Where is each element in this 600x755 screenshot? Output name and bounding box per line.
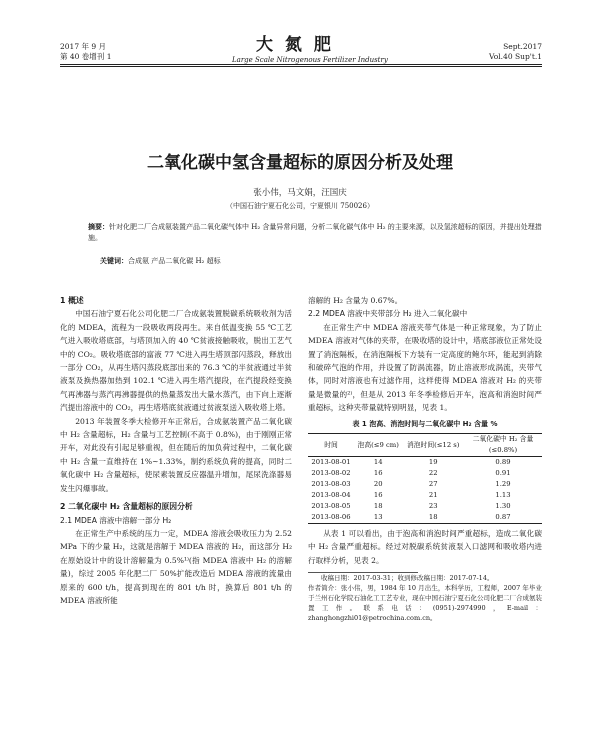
section-2-1-heading: 2.1 MDEA 溶液中溶解一部分 H₂: [60, 515, 172, 525]
journal-volume-en: Vol.40 Sup't.1: [489, 52, 542, 61]
table-cell: 0.91: [495, 469, 511, 478]
table-cell: 18: [428, 513, 438, 522]
table-row: [308, 479, 542, 490]
table-row: [308, 468, 542, 479]
table-1: [308, 433, 542, 524]
table-cell: 20: [373, 480, 383, 489]
table-row: [308, 512, 542, 524]
table-row: [308, 457, 542, 469]
table-cell: 23: [428, 502, 438, 511]
table-cell: 1.29: [495, 480, 511, 489]
header-rule: [60, 64, 542, 65]
table-cell: 27: [428, 480, 438, 489]
abstract: [88, 222, 542, 244]
table-cell: 2013-08-03: [311, 480, 351, 489]
table-1-title: 表 1 泡高、消泡时间与二氧化碳中 H₂ 含量 %: [352, 419, 498, 428]
table-cell: 2013-08-05: [311, 502, 351, 511]
section-2-2-heading: 2.2 MDEA 溶液中夹带部分 H₂ 进入二氧化碳中: [308, 309, 468, 319]
keywords-text: 合成氨 产品二氧化碳 H₂ 超标: [128, 257, 221, 265]
table-cell: 2013-08-01: [311, 458, 351, 467]
footnote: 收稿日期：2017-03-31；收到修改稿日期：2017-07-14。 作者简介：张小伟，男，1984 年 10 月出生，本科学历，工程师，2007 年毕业于兰州石化学院石油化工工艺专业，现在中国石油宁夏石化公司化肥二厂合成氨装置工作。联系电话：(0951)-2974990，E-mail：zhanghongzhi01@petrochina.com.cn。: [308, 574, 542, 623]
table-cell: 0.87: [495, 513, 511, 522]
section-1-paragraph-2: 2013 年装置冬季大检修开车正常后，合成氨装置产品二氧化碳中 H₂ 含量超标，H₂ 含量与工艺控制(不高于 0.8%)，由于刚刚正常开车，对此没有引起足够重视，但在随后的加负荷过程中，二氧化碳中 H₂ 含量一直维持在 1%~1.33%，制约系统负荷的提高，同时二氧化碳中 H₂ 含量超标，使尿素装置反应器温升增加，尾尿洗涤器易发生闪爆事故。: [60, 416, 292, 493]
abstract-label: 摘要：: [88, 223, 109, 231]
table-header-defoam-time: 消泡时间(≤12 s): [402, 434, 464, 457]
section-2-heading: 2 二氧化碳中 H₂ 含量超标的原因分析: [60, 502, 193, 512]
table-header-foam-height: 泡高(≤9 cm): [354, 434, 402, 457]
table-cell: 1.30: [495, 502, 511, 511]
table-cell: 16: [373, 469, 383, 478]
article-affiliation: （中国石油宁夏石化公司，宁夏银川 750026）: [226, 202, 374, 210]
table-header-date: 时间: [308, 434, 354, 457]
table-row: [308, 490, 542, 501]
table-cell: 1.13: [495, 491, 511, 500]
table-cell: 18: [373, 502, 383, 511]
table-cell: 2013-08-06: [311, 513, 351, 522]
header-rule-thin: [60, 66, 542, 67]
table-cell: 14: [373, 458, 383, 467]
section-1-paragraph-1: 中国石油宁夏石化公司化肥二厂合成氨装置脱碳系统吸收剂为活化的 MDEA，流程为一段吸收两段再生。来自低温变换 55 ℃工艺气进入吸收塔底部，与塔顶加入的 40 ℃贫液接触吸收，脱出工艺气中的 CO₂。吸收塔底部的富液 77 ℃进入再生塔顶部闪蒸段，释放出一部分 CO₂，从再生塔闪蒸段底部出来的 76.3 ℃的半贫液通过半贫液泵及换热器加热到 102.1 ℃进入再生塔汽提段，在汽提段经变换气再沸器与蒸汽再沸器提供的热量蒸发出大量水蒸汽，由下向上逐渐汽提出溶液中的 CO₂，再生塔塔底贫液通过贫液泵送入吸收塔上塔。: [60, 309, 292, 413]
article-authors: 张小伟，马文娟，汪国庆: [253, 188, 347, 198]
section-1-heading: 1 概述: [60, 296, 84, 305]
section-2-1-paragraph: 在正常生产中系统的压力一定，MDEA 溶液会吸收压力为 2.52 MPa 下的少量 H₂，这就是溶解于 MDEA 溶液的 H₂，而这部分 H₂ 在原始设计中的设计溶解量为 0.5%¹⁾(指 MDEA 溶液中 H₂ 的溶解量)，综过 2005 年化肥二厂 50%扩能改造后 MDEA 溶液的流量由原来的 600 t/h，提高到现在的 801 t/h 时，换算后 801 t/h 的 MDEA 溶液所能: [60, 528, 292, 605]
table-cell: 0.89: [495, 458, 511, 467]
journal-date-en: Sept.2017: [503, 42, 542, 51]
table-cell: 22: [428, 469, 438, 478]
table-cell: 16: [373, 491, 383, 500]
table-header-h2-content: 二氧化碳中 H₂ 含量(≤0.8%): [464, 434, 542, 457]
section-2-2-paragraph: 在正常生产中 MDEA 溶液夹带气体是一种正常现象，为了防止 MDEA 溶液对气体的夹带，在吸收塔的设计中，塔底部液位正常处设置了消泡隔板，在消泡隔板下方装有一定高度的鲍尔环，能起到消除和破碎气泡的作用，并设置了防涡流器，防止溶液形成涡流，夹带气体，同时对溶液也有过滤作用，这样使得 MDEA 溶液对 H₂ 的夹带量是微量的²⁾，但是从 2013 年冬季检修后开车，泡高和消泡时间严重超标，这种夹带量就特别明显，见表 1。: [308, 322, 542, 413]
journal-logo: 大 氮 肥: [256, 35, 334, 55]
abstract-text: 针对化肥二厂合成氨装置产品二氧化碳气体中 H₂ 含量异常问题，分析二氧化碳气体中 H₂ 的主要来源，以及氢浓超标的原因，并提出处理措施。: [88, 223, 542, 242]
right-column: [308, 294, 542, 623]
journal-volume: 第 40 卷增刊 1: [60, 52, 112, 61]
keywords-label: 关键词：: [100, 257, 128, 265]
keywords: [100, 256, 554, 267]
left-column: [60, 294, 292, 607]
table-cell: 19: [428, 458, 438, 467]
table-row: [308, 501, 542, 512]
continued-text: 溶解的 H₂ 含量为 0.67%。: [308, 296, 403, 305]
table-cell: 13: [373, 513, 383, 522]
table-cell: 21: [428, 491, 438, 500]
table-cell: 2013-08-04: [311, 491, 351, 500]
article-title: 二氧化碳中氢含量超标的原因分析及处理: [147, 153, 453, 173]
journal-subtitle: Large Scale Nitrogenous Fertilizer Industry: [232, 56, 388, 64]
post-table-paragraph: 从表 1 可以看出，由于泡高和消泡时间严重超标，造成二氧化碳中 H₂ 含量严重超标。经过对脱碳系统贫液泵入口滤网和吸收塔内进行取样分析，见表 2。: [308, 529, 542, 565]
journal-date: 2017 年 9 月: [60, 42, 107, 51]
table-cell: 2013-08-02: [311, 469, 351, 478]
